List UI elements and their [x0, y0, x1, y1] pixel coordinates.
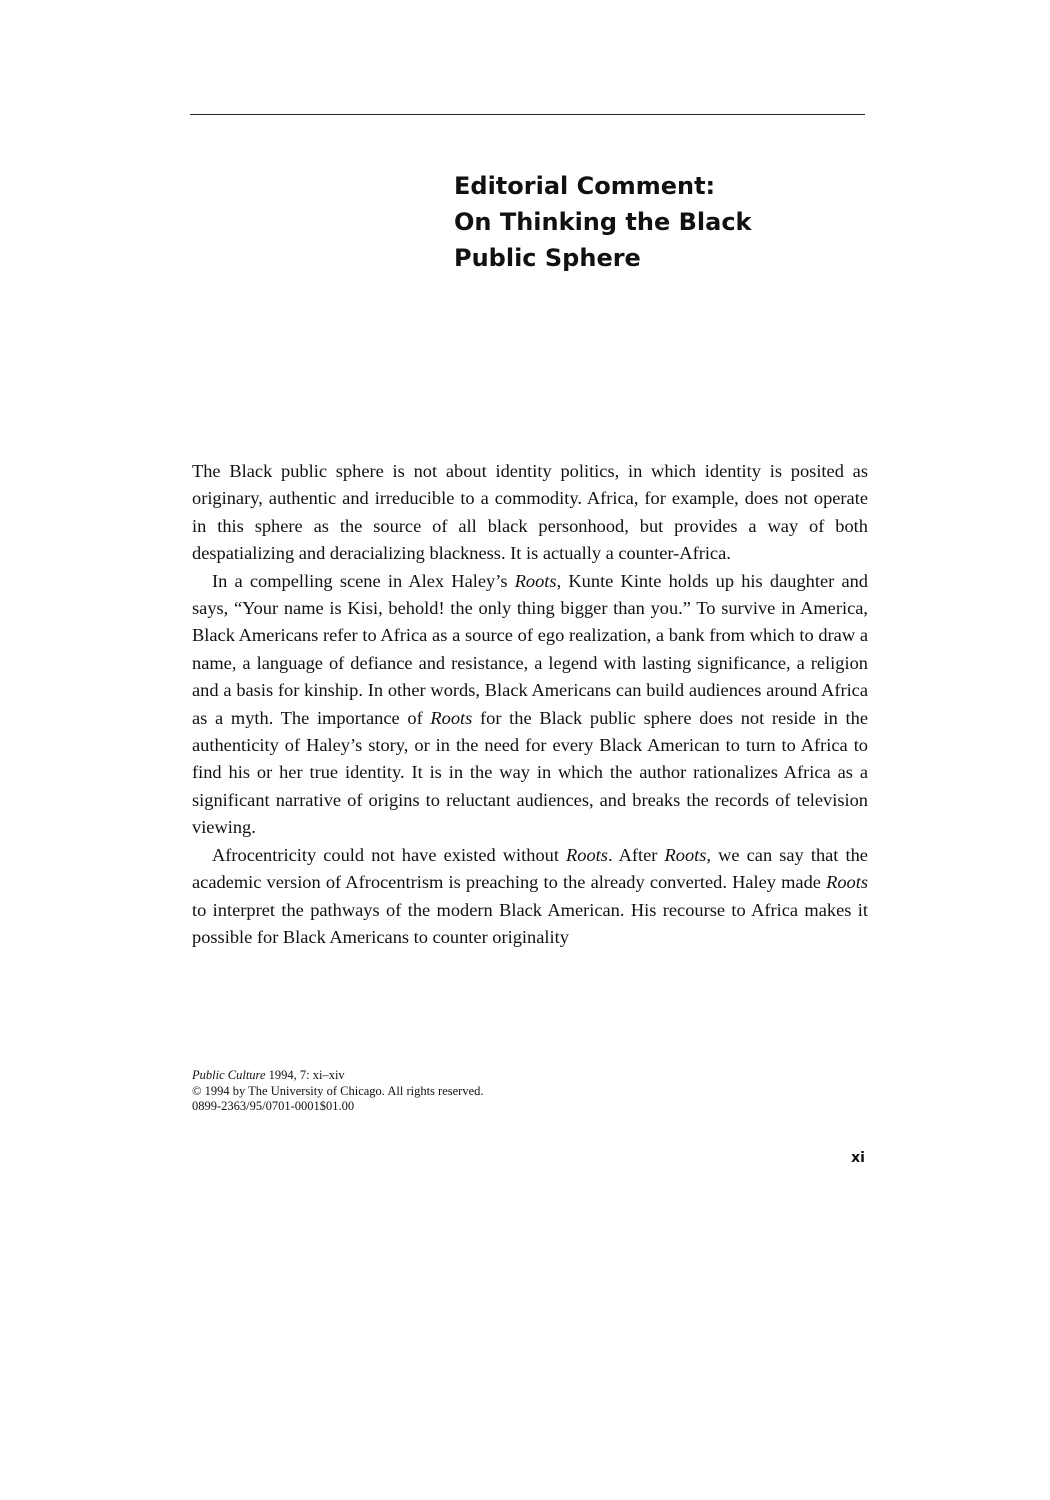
title-line-1: Editorial Comment:: [454, 172, 716, 200]
paragraph-2-text-a: In a compelling scene in Alex Haley’s: [212, 570, 515, 591]
paragraph-1: The Black public sphere is not about identity politics, in which identity is posited as originary, authentic and irreducible to a commodity. Africa, for example, does not operate in this sphere as the source of all black personhood, but provides a way of both despatializing and deracializing blackness. It is actually a counter-Africa.: [192, 461, 868, 564]
book-title-roots: Roots: [826, 872, 868, 893]
article-title: [454, 168, 874, 276]
book-title-roots: Roots: [664, 844, 707, 865]
paragraph-2-text-c: for the Black public sphere does not reside in the authenticity of Haley’s story, or in the need for every Black American to turn to Africa to find his or her true identity. It is in the way in which the author rationalizes Africa as a significant narrative of origins to reluctant audiences, and breaks the records of television viewing.: [192, 707, 868, 838]
issn-code: 0899-2363/95/0701-0001$01.00: [192, 1099, 355, 1113]
title-line-3: Public Sphere: [454, 244, 641, 272]
copyright-line: © 1994 by The University of Chicago. All rights reserved.: [192, 1083, 484, 1098]
paragraph-2-text-b: , Kunte Kinte holds up his daughter and says, “Your name is Kisi, behold! the only thing bigger than you.” To survive in America, Black Americans refer to Africa as a source of ego realization, a bank from which to draw a name, a language of defiance and resistance, a legend with lasting significance, a religion and a basis for kinship. In other words, Black Americans can build audiences around Africa as a myth. The importance of: [192, 570, 868, 728]
paragraph-3-text-c: , we can say that the academic version of Afrocentrism is preaching to the already converted. Haley made: [192, 844, 868, 893]
article-body: [192, 458, 868, 951]
title-line-2: On Thinking the Black: [454, 208, 752, 236]
journal-name: Public Culture: [192, 1068, 266, 1082]
page-number: xi: [851, 1150, 865, 1166]
book-title-roots: Roots: [566, 844, 608, 865]
citation-details: 1994, 7: xi–xiv: [265, 1068, 345, 1082]
paragraph-3: [192, 842, 868, 952]
paragraph-3-text-d: to interpret the pathways of the modern Black American. His recourse to Africa makes it possible for Black Americans to counter originality: [192, 899, 868, 947]
header-rule: [190, 114, 865, 115]
paragraph-3-text-a: Afrocentricity could not have existed without: [212, 844, 567, 865]
paragraph-3-text-b: . After: [607, 844, 665, 865]
publication-footnote: [192, 1068, 692, 1115]
book-title-roots: Roots: [430, 707, 473, 728]
paragraph-2: [192, 568, 868, 842]
citation-line: [192, 1068, 692, 1084]
book-title-roots: Roots: [514, 570, 557, 591]
